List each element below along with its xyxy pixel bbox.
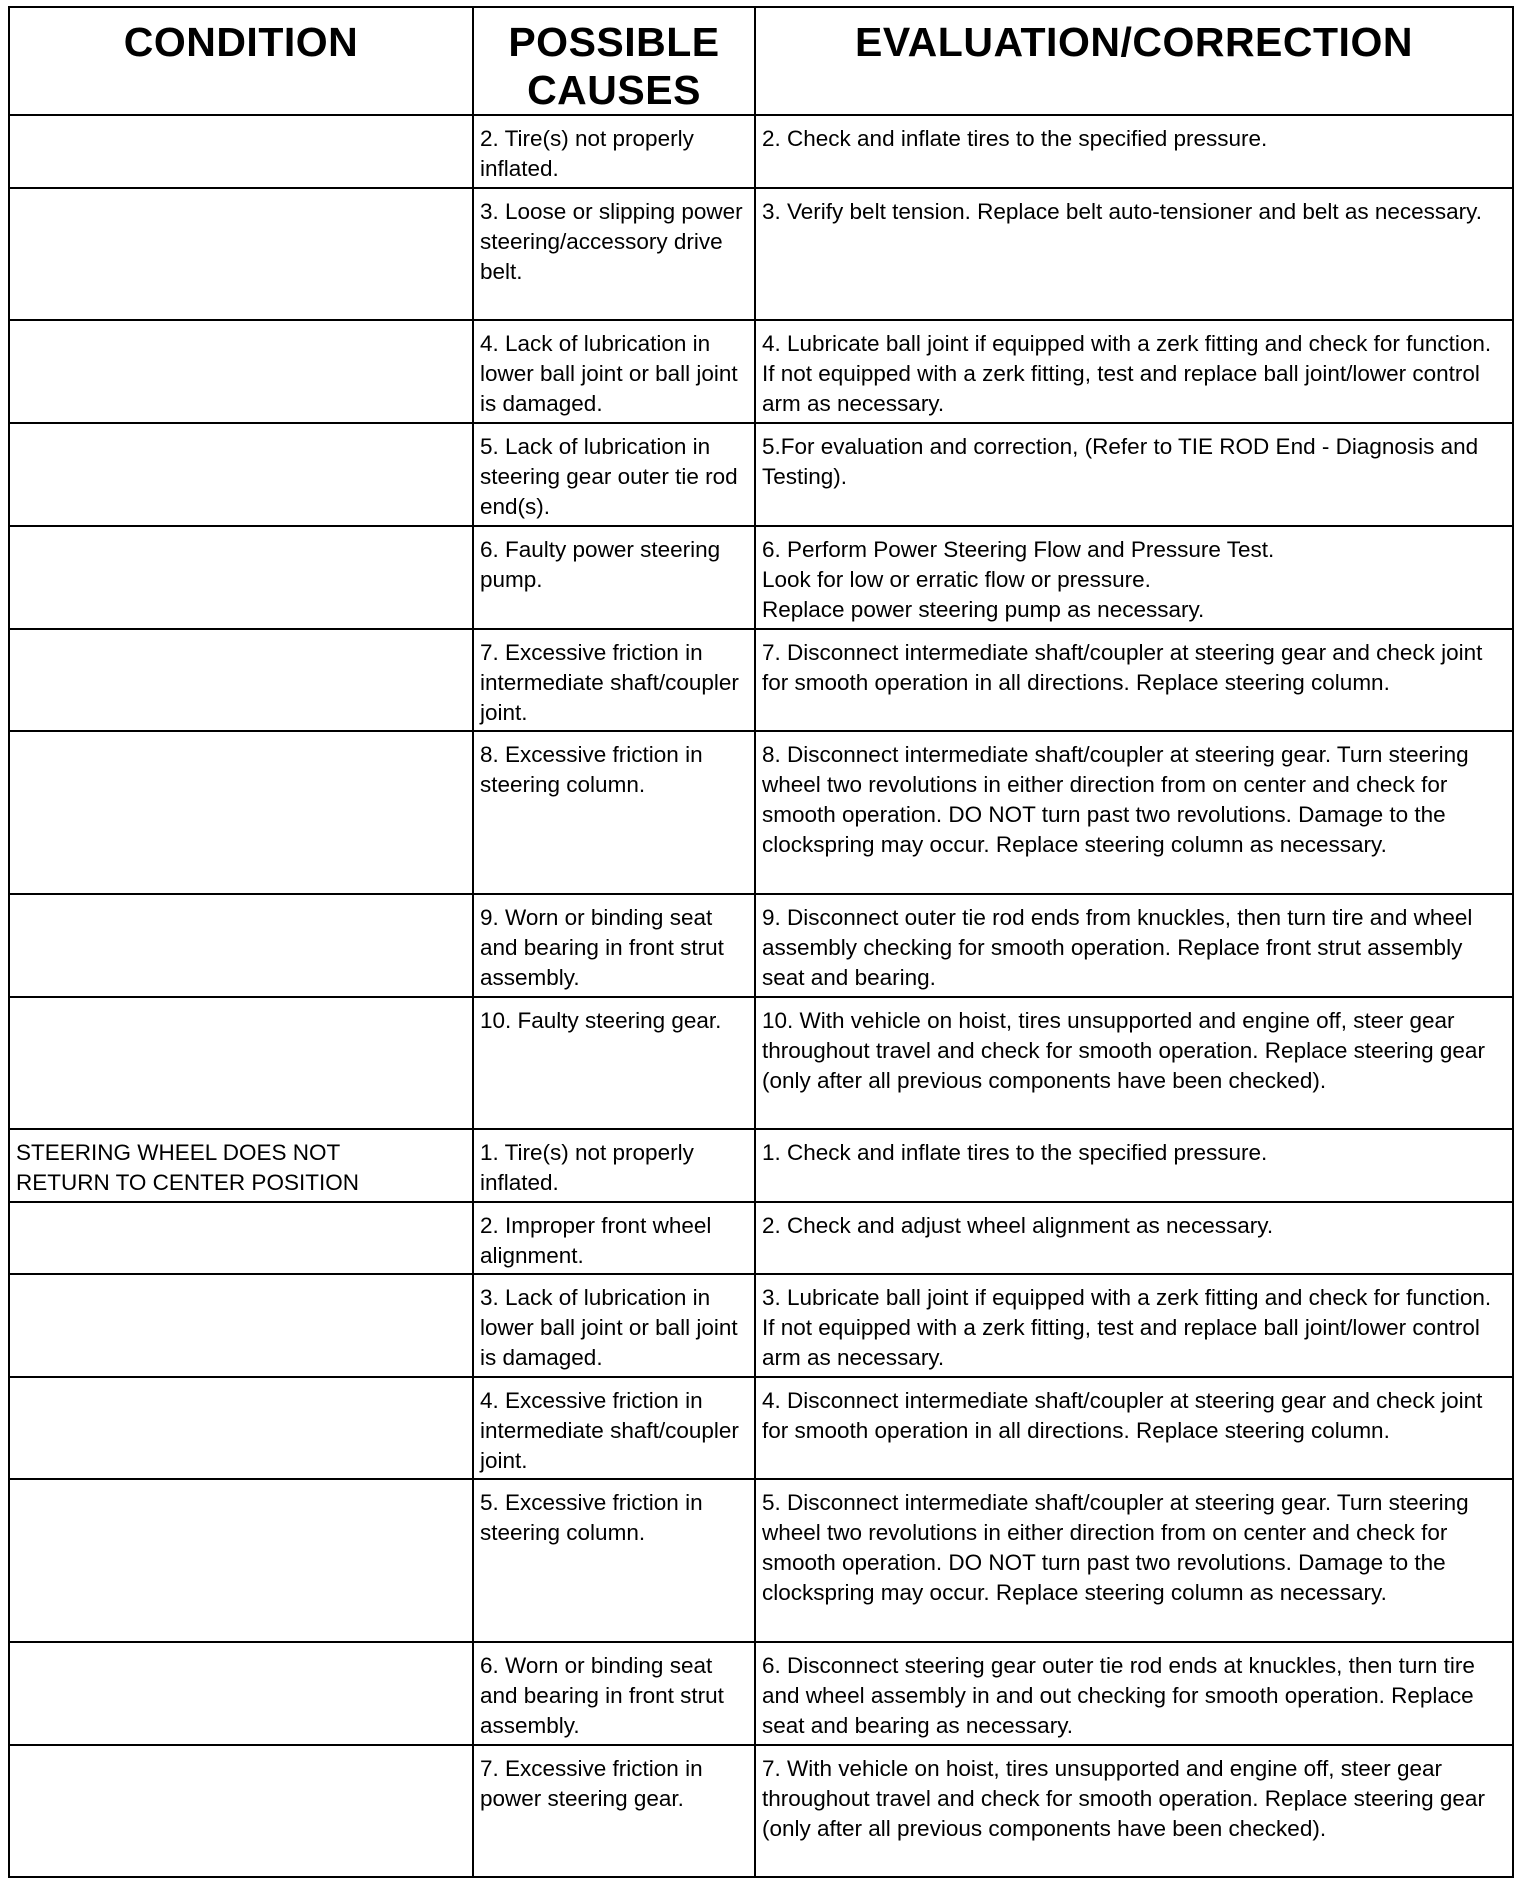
possible-cause-cell: 10. Faulty steering gear.: [473, 997, 755, 1129]
condition-cell: [9, 731, 473, 894]
table-row: [9, 1202, 1513, 1274]
evaluation-line: 3. Verify belt tension. Replace belt auto-tensioner and belt as necessary.: [762, 199, 1483, 224]
possible-cause-cell: 3. Loose or slipping power steering/accessory drive belt.: [473, 188, 755, 320]
table-row: [9, 1642, 1513, 1745]
diagnosis-table: [8, 6, 1514, 1878]
condition-cell: [9, 188, 473, 320]
evaluation-line: Look for low or erratic flow or pressure.: [762, 567, 1151, 592]
evaluation-cell: [755, 997, 1513, 1129]
table-row: [9, 1274, 1513, 1377]
condition-cell: [9, 1202, 473, 1274]
condition-cell: [9, 1745, 473, 1877]
diagnosis-table-page: [8, 6, 1512, 1878]
evaluation-cell: [755, 1274, 1513, 1377]
possible-cause-cell: 6. Faulty power steering pump.: [473, 526, 755, 629]
header-row: [9, 7, 1513, 115]
condition-cell: STEERING WHEEL DOES NOT RETURN TO CENTER POSITION: [9, 1129, 473, 1202]
table-row: [9, 526, 1513, 629]
evaluation-cell: [755, 1745, 1513, 1877]
evaluation-cell: [755, 1377, 1513, 1479]
evaluation-cell: [755, 1129, 1513, 1202]
evaluation-line: 10. With vehicle on hoist, tires unsupported and engine off, steer gear throughout travel and check for smooth operation. Replace steering gear (only after all previous components have been checked).: [762, 1008, 1485, 1093]
header-condition: CONDITION: [9, 7, 473, 115]
evaluation-line: 4. Disconnect intermediate shaft/coupler at steering gear and check joint for smooth operation in all directions. Replace steering column.: [762, 1388, 1483, 1443]
condition-cell: [9, 115, 473, 188]
evaluation-line: 3. Lubricate ball joint if equipped with a zerk fitting and check for function. If not equipped with a zerk fitting, test and replace ball joint/lower control arm as necessary.: [762, 1285, 1492, 1370]
possible-cause-cell: 2. Tire(s) not properly inflated.: [473, 115, 755, 188]
table-row: [9, 1129, 1513, 1202]
table-row: [9, 188, 1513, 320]
possible-cause-cell: 4. Lack of lubrication in lower ball joint or ball joint is damaged.: [473, 320, 755, 423]
condition-cell: [9, 629, 473, 731]
header-possible-causes: POSSIBLE CAUSES: [473, 7, 755, 115]
evaluation-line: 2. Check and adjust wheel alignment as necessary.: [762, 1213, 1274, 1238]
possible-cause-cell: 9. Worn or binding seat and bearing in front strut assembly.: [473, 894, 755, 997]
evaluation-cell: [755, 526, 1513, 629]
evaluation-line: 5.For evaluation and correction, (Refer to TIE ROD End - Diagnosis and Testing).: [762, 434, 1479, 489]
condition-cell: [9, 1642, 473, 1745]
table-row: [9, 731, 1513, 894]
possible-cause-cell: 1. Tire(s) not properly inflated.: [473, 1129, 755, 1202]
possible-cause-cell: 7. Excessive friction in power steering gear.: [473, 1745, 755, 1877]
evaluation-line: 4. Lubricate ball joint if equipped with a zerk fitting and check for function. If not equipped with a zerk fitting, test and replace ball joint/lower control arm as necessary.: [762, 331, 1492, 416]
possible-cause-cell: 6. Worn or binding seat and bearing in front strut assembly.: [473, 1642, 755, 1745]
evaluation-line: 1. Check and inflate tires to the specified pressure.: [762, 1140, 1268, 1165]
possible-cause-cell: 8. Excessive friction in steering column.: [473, 731, 755, 894]
evaluation-line: 8. Disconnect intermediate shaft/coupler at steering gear. Turn steering wheel two revolutions in either direction from on center and check for smooth operation. DO NOT turn past two revolutions. Damage to the clockspring may occur. Replace steering column as necessary.: [762, 742, 1469, 857]
table-row: [9, 320, 1513, 423]
evaluation-line: 7. Disconnect intermediate shaft/coupler at steering gear and check joint for smooth operation in all directions. Replace steering column.: [762, 640, 1483, 695]
condition-cell: [9, 1274, 473, 1377]
evaluation-cell: [755, 731, 1513, 894]
condition-cell: [9, 1377, 473, 1479]
table-row: [9, 115, 1513, 188]
evaluation-cell: [755, 1642, 1513, 1745]
evaluation-cell: [755, 320, 1513, 423]
table-row: [9, 1377, 1513, 1479]
evaluation-cell: [755, 1479, 1513, 1642]
evaluation-line: 6. Disconnect steering gear outer tie rod ends at knuckles, then turn tire and wheel assembly in and out checking for smooth operation. Replace seat and bearing as necessary.: [762, 1653, 1475, 1738]
condition-cell: [9, 997, 473, 1129]
table-row: [9, 423, 1513, 526]
evaluation-cell: [755, 629, 1513, 731]
possible-cause-cell: 4. Excessive friction in intermediate shaft/coupler joint.: [473, 1377, 755, 1479]
table-row: [9, 1745, 1513, 1877]
evaluation-cell: [755, 1202, 1513, 1274]
condition-cell: [9, 423, 473, 526]
evaluation-line: 5. Disconnect intermediate shaft/coupler at steering gear. Turn steering wheel two revolutions in either direction from on center and check for smooth operation. DO NOT turn past two revolutions. Damage to the clockspring may occur. Replace steering column as necessary.: [762, 1490, 1469, 1605]
evaluation-line: Replace power steering pump as necessary.: [762, 597, 1205, 622]
header-evaluation-correction: EVALUATION/CORRECTION: [755, 7, 1513, 115]
table-body: [9, 115, 1513, 1877]
condition-cell: [9, 894, 473, 997]
possible-cause-cell: 2. Improper front wheel alignment.: [473, 1202, 755, 1274]
evaluation-line: 6. Perform Power Steering Flow and Pressure Test.: [762, 537, 1275, 562]
table-row: [9, 894, 1513, 997]
table-row: [9, 997, 1513, 1129]
evaluation-cell: [755, 894, 1513, 997]
table-row: [9, 629, 1513, 731]
possible-cause-cell: 3. Lack of lubrication in lower ball joint or ball joint is damaged.: [473, 1274, 755, 1377]
table-row: [9, 1479, 1513, 1642]
evaluation-cell: [755, 423, 1513, 526]
possible-cause-cell: 7. Excessive friction in intermediate shaft/coupler joint.: [473, 629, 755, 731]
evaluation-cell: [755, 188, 1513, 320]
evaluation-line: 9. Disconnect outer tie rod ends from knuckles, then turn tire and wheel assembly checking for smooth operation. Replace front strut assembly seat and bearing.: [762, 905, 1473, 990]
possible-cause-cell: 5. Excessive friction in steering column.: [473, 1479, 755, 1642]
condition-cell: [9, 526, 473, 629]
condition-cell: [9, 320, 473, 423]
evaluation-cell: [755, 115, 1513, 188]
possible-cause-cell: 5. Lack of lubrication in steering gear outer tie rod end(s).: [473, 423, 755, 526]
evaluation-line: 2. Check and inflate tires to the specified pressure.: [762, 126, 1268, 151]
condition-cell: [9, 1479, 473, 1642]
evaluation-line: 7. With vehicle on hoist, tires unsupported and engine off, steer gear throughout travel and check for smooth operation. Replace steering gear (only after all previous components have been checked).: [762, 1756, 1485, 1841]
